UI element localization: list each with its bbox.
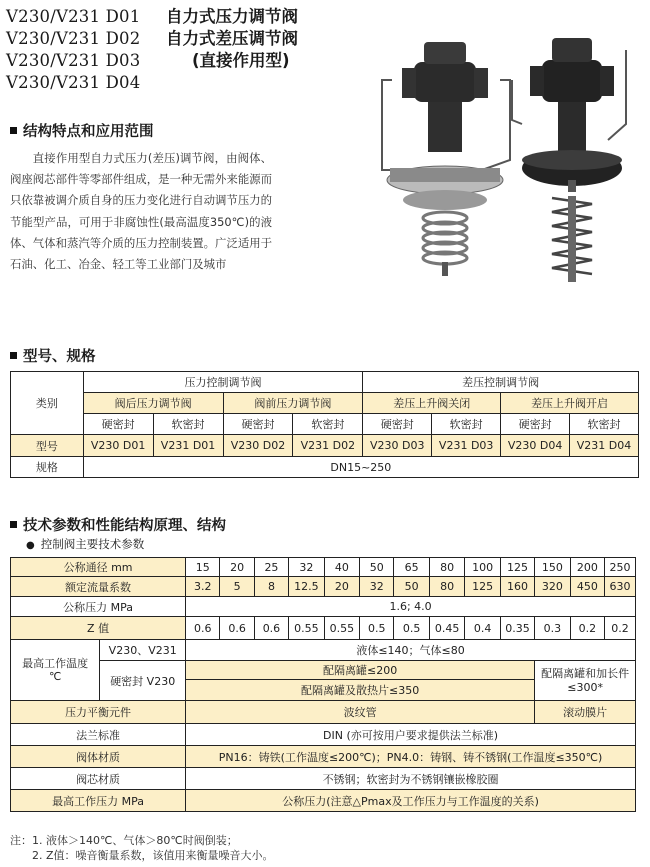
sub-after-pressure: 阀后压力调节阀 (83, 393, 223, 414)
sub-diff-open: 差压上升阀开启 (501, 393, 639, 414)
max-pressure-label: 最高工作压力 MPa (11, 790, 186, 812)
balance-diaphragm: 滚动膜片 (535, 701, 636, 724)
temp-row1-label: V230、V231 (100, 640, 186, 661)
dn-cell: 150 (535, 558, 570, 577)
model-codes (6, 6, 140, 94)
params-subtitle (26, 536, 144, 552)
sub-before-pressure: 阀前压力调节阀 (223, 393, 363, 414)
temp-isolation: 配隔离罐≤200 (186, 661, 535, 680)
kv-cell: 20 (324, 577, 359, 597)
kv-cell: 50 (394, 577, 429, 597)
kv-cell: 12.5 (289, 577, 324, 597)
dn-cell: 40 (324, 558, 359, 577)
note-2: 2. Z值：噪音衡量系数，该值用来衡量噪音大小。 (32, 849, 274, 862)
section-title-text: 技术参数和性能结构原理、结构 (23, 518, 226, 534)
bullet-dot-icon: ● (26, 540, 35, 551)
square-bullet-icon (10, 352, 17, 359)
section-title-text: 结构特点和应用范围 (23, 124, 154, 140)
seal-hard: 硬密封 (363, 414, 432, 435)
title-direct: (直接作用型) (192, 51, 290, 70)
section-title-text: 型号、规格 (23, 349, 96, 365)
features-text: 直接作用型自力式压力(差压)调节阀，由阀体、阀座阀芯部件等零部件组成，是一种无需外来能源而只依靠被调介质自身的压力变化进行自动调节压力的节能型产品，可用于非腐蚀性(最高温度350℃)的液体、气体和蒸汽等介质的压力控制装置。广泛适用于石油、化工、冶金、轻工等工业部门及城市 (10, 151, 272, 272)
z-cell: 0.6 (220, 617, 254, 640)
model-cell: V230 D02 (223, 435, 293, 457)
model-code-2: V230/V231 D02 (6, 29, 141, 48)
dn-cell: 32 (289, 558, 324, 577)
flange-label: 法兰标准 (11, 724, 186, 746)
kv-label: 额定流量系数 (11, 577, 186, 597)
dn-cell: 20 (220, 558, 254, 577)
kv-cell: 3.2 (186, 577, 220, 597)
dn-cell: 250 (605, 558, 636, 577)
kv-cell: 5 (220, 577, 254, 597)
seal-hard: 硬密封 (223, 414, 293, 435)
kv-cell: 80 (429, 577, 464, 597)
kv-cell: 630 (605, 577, 636, 597)
notes-prefix: 注： (10, 834, 32, 847)
z-cell: 0.6 (186, 617, 220, 640)
group-pressure: 压力控制调节阀 (83, 372, 363, 393)
dn-label: 公称通径 mm (11, 558, 186, 577)
kv-cell: 8 (254, 577, 288, 597)
note-1: 1. 液体＞140℃、气体＞80℃时阀倒装； (32, 834, 238, 847)
spec-label: 规格 (11, 457, 84, 478)
temp-row1-value: 液体≤140；气体≤80 (186, 640, 636, 661)
kv-cell: 32 (360, 577, 394, 597)
core-material-label: 阀芯材质 (11, 768, 186, 790)
kv-cell: 450 (570, 577, 604, 597)
core-material-value: 不锈钢；软密封为不锈钢镶嵌橡胶圈 (186, 768, 636, 790)
z-cell: 0.4 (465, 617, 500, 640)
section-title-params (10, 514, 226, 535)
model-cell: V231 D01 (153, 435, 223, 457)
body-material-value: PN16：铸铁(工作温度≤200℃)；PN4.0：铸钢、铸不锈钢(工作温度≤350℃) (186, 746, 636, 768)
group-diff-pressure: 差压控制调节阀 (363, 372, 639, 393)
model-cell: V231 D04 (570, 435, 639, 457)
dn-cell: 25 (254, 558, 288, 577)
dn-cell: 15 (186, 558, 220, 577)
seal-hard: 硬密封 (501, 414, 570, 435)
seal-hard: 硬密封 (83, 414, 153, 435)
spec-value: DN15~250 (83, 457, 638, 478)
square-bullet-icon (10, 521, 17, 528)
diff-pressure-valve-image (512, 38, 626, 282)
flange-value: DIN (亦可按用户要求提供法兰标准) (186, 724, 636, 746)
model-code-1: V230/V231 D01 (6, 7, 141, 26)
z-label: Z 值 (11, 617, 186, 640)
square-bullet-icon (10, 127, 17, 134)
model-spec-table (10, 371, 639, 478)
dn-cell: 200 (570, 558, 604, 577)
temp-isolation-fins: 配隔离罐及散热片≤350 (186, 680, 535, 701)
model-code-4: V230/V231 D04 (6, 73, 141, 92)
z-cell: 0.3 (535, 617, 570, 640)
z-cell: 0.5 (394, 617, 429, 640)
section-title-features (10, 120, 154, 141)
section-title-models (10, 345, 96, 366)
page-title (166, 6, 298, 72)
pn-label: 公称压力 MPa (11, 597, 186, 617)
dn-cell: 80 (429, 558, 464, 577)
z-cell: 0.55 (324, 617, 359, 640)
pressure-valve-image (382, 42, 510, 276)
model-cell: V231 D03 (432, 435, 501, 457)
pn-value: 1.6; 4.0 (186, 597, 636, 617)
temp-label: 最高工作温度 ℃ (11, 640, 100, 701)
temp-extension: 配隔离罐和加长件≤300* (535, 661, 636, 701)
features-description (10, 148, 272, 275)
kv-cell: 320 (535, 577, 570, 597)
seal-soft: 软密封 (293, 414, 363, 435)
balance-label: 压力平衡元件 (11, 701, 186, 724)
kv-cell: 160 (500, 577, 534, 597)
kv-cell: 125 (465, 577, 500, 597)
model-cell: V230 D04 (501, 435, 570, 457)
z-cell: 0.45 (429, 617, 464, 640)
dn-cell: 100 (465, 558, 500, 577)
title-diff-pressure: 自力式差压调节阀 (166, 29, 298, 48)
sub-diff-close: 差压上升阀关闭 (363, 393, 501, 414)
z-cell: 0.6 (254, 617, 288, 640)
z-cell: 0.2 (605, 617, 636, 640)
model-cell: V230 D03 (363, 435, 432, 457)
params-subtitle-text: 控制阀主要技术参数 (40, 537, 145, 551)
z-cell: 0.55 (289, 617, 324, 640)
model-cell: V230 D01 (83, 435, 153, 457)
dn-cell: 125 (500, 558, 534, 577)
max-pressure-value: 公称压力(注意△Pmax及工作压力与工作温度的关系) (186, 790, 636, 812)
dn-cell: 50 (360, 558, 394, 577)
z-cell: 0.35 (500, 617, 534, 640)
category-header: 类别 (11, 372, 84, 435)
notes (10, 833, 274, 863)
valve-photos (372, 20, 642, 300)
model-cell: V231 D02 (293, 435, 363, 457)
z-cell: 0.5 (360, 617, 394, 640)
z-cell: 0.2 (570, 617, 604, 640)
model-code-3: V230/V231 D03 (6, 51, 141, 70)
model-label: 型号 (11, 435, 84, 457)
balance-bellows: 波纹管 (186, 701, 535, 724)
body-material-label: 阀体材质 (11, 746, 186, 768)
temp-row2-label: 硬密封 V230 (100, 661, 186, 701)
seal-soft: 软密封 (153, 414, 223, 435)
seal-soft: 软密封 (570, 414, 639, 435)
dn-cell: 65 (394, 558, 429, 577)
seal-soft: 软密封 (432, 414, 501, 435)
tech-params-table (10, 557, 636, 812)
title-pressure: 自力式压力调节阀 (166, 7, 298, 26)
